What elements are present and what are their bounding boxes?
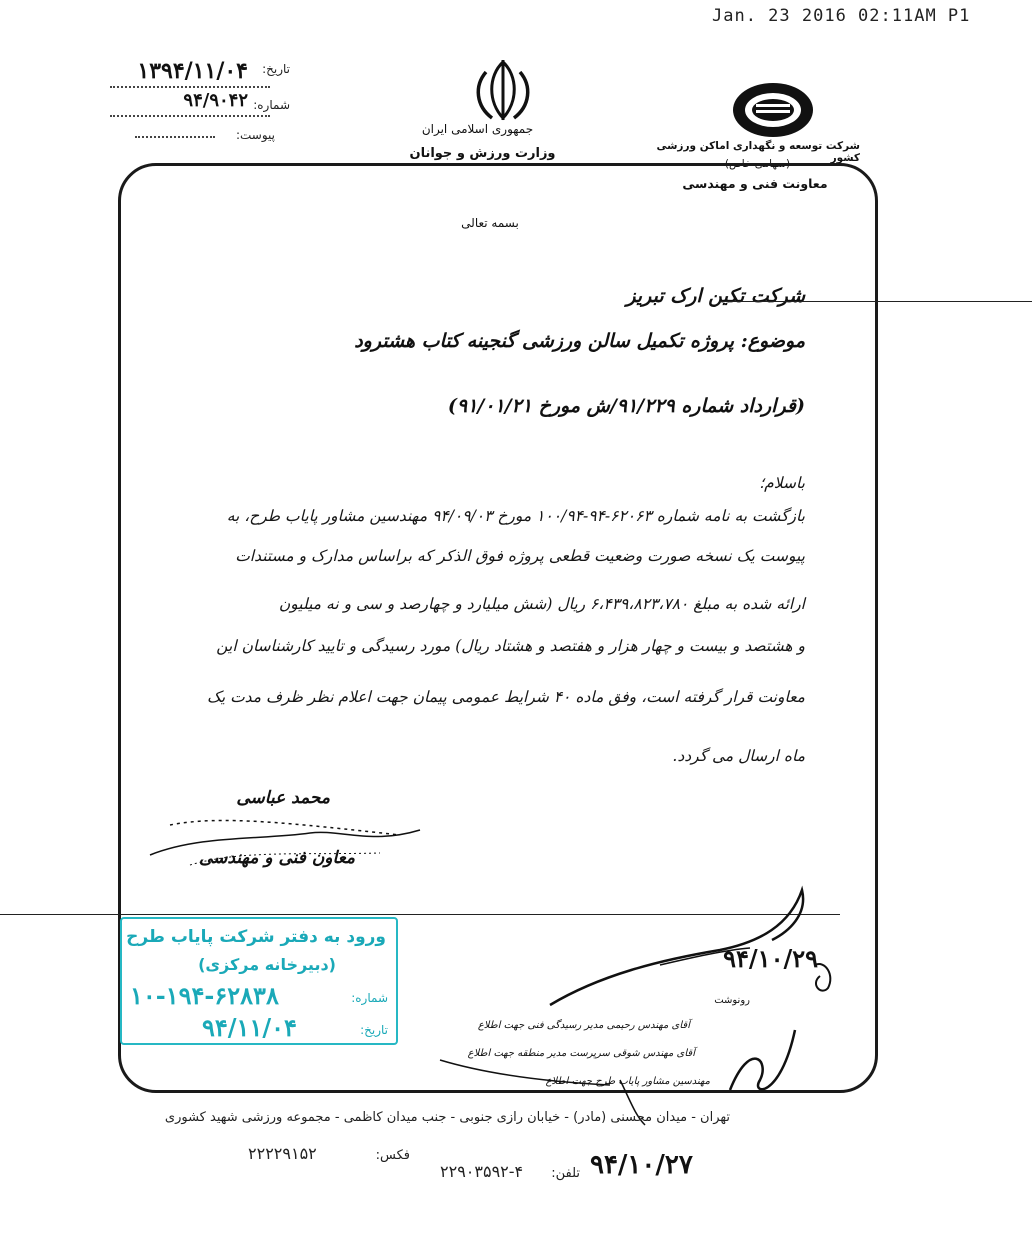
- fax-header: Jan. 23 2016 02:11AM P1: [712, 6, 971, 26]
- number-dotline: [110, 115, 270, 117]
- footer-fax-value: ۲۲۲۲۹۱۵۲: [248, 1144, 317, 1163]
- company-type: (سهامی خاص): [724, 158, 791, 170]
- recipient: شرکت تکین ارک تبریز: [626, 285, 805, 307]
- handwritten-date: ۹۴/۱۰/۲۹: [723, 944, 818, 973]
- iran-emblem-icon: [468, 58, 538, 124]
- body-line: ماه ارسال می گردد.: [672, 747, 805, 765]
- signatory-title: معاون فنی و مهندسی: [199, 848, 355, 868]
- bottom-handwritten-date: ۹۴/۱۰/۲۷: [590, 1150, 693, 1180]
- ministry-name: وزارت ورزش و جوانان: [409, 146, 556, 161]
- letter-date-value: ۱۳۹۴/۱۱/۰۴: [137, 58, 248, 84]
- department-name: معاونت فنی و مهندسی: [682, 176, 828, 191]
- stamp-number-label: شماره:: [351, 991, 388, 1005]
- subject: موضوع: پروژه تکمیل سالن ورزشی گنجینه کتاب هشترود: [354, 330, 805, 352]
- body-line: ارائه شده به مبلغ ۶،۴۳۹،۸۲۳،۷۸۰ ریال (شش میلیارد و چهارصد و سی و نه میلیون: [278, 595, 805, 613]
- footer-fax-label: فکس:: [375, 1148, 410, 1163]
- contract-reference: (قرارداد شماره ۹۱/۲۲۹/ش مورخ ۹۱/۰۱/۲۱): [447, 395, 805, 417]
- body-line: معاونت قرار گرفته است، وفق ماده ۴۰ شرایط عمومی پیمان جهت اعلام نظر ظرف مدت یک: [206, 688, 805, 706]
- stamp-date-value: ۹۴/۱۱/۰۴: [202, 1013, 297, 1042]
- footer-phone-label: تلفن:: [551, 1166, 580, 1181]
- company-logo-icon: [730, 80, 816, 140]
- company-name: شرکت توسعه و نگهداری اماکن ورزشی کشور: [656, 140, 860, 164]
- cc-label: رونوشت: [714, 995, 750, 1006]
- cc-line: مهندسین مشاور پایاب طرح جهت اطلاع: [545, 1076, 710, 1087]
- signatory-name: محمد عباسی: [236, 788, 330, 808]
- date-dotline: [110, 86, 270, 88]
- registry-stamp: [120, 917, 398, 1045]
- letter-attachment-label: پیوست:: [235, 128, 275, 142]
- cc-line: آقای مهندس رحیمی مدیر رسیدگی فنی جهت اطلاع: [477, 1020, 690, 1031]
- footer-address: تهران - میدان محسنی (مادر) - خیابان رازی جنوبی - جنب میدان کاظمی - مجموعه ورزشی شهید کشوری: [164, 1110, 730, 1125]
- fax-line: [720, 301, 1032, 302]
- stamp-date-label: تاریخ:: [360, 1023, 388, 1037]
- body-line: پیوست یک نسخه صورت وضعیت قطعی پروژه فوق الذکر که براساس مدارک و مستندات: [235, 547, 805, 565]
- footer-phone-value: ۲۲۹۰۳۵۹۲-۴: [440, 1162, 524, 1181]
- body-line: بازگشت به نامه شماره ۶۲۰۶۳-۹۴-۱۰۰/۹۴ مورخ ۹۴/۰۹/۰۳ مهندسین مشاور پایاب طرح، به: [226, 507, 805, 525]
- letter-date-label: تاریخ:: [262, 62, 290, 76]
- body-line: و هشتصد و بیست و چهار هزار و هفتصد و هشتاد ریال) مورد رسیدگی و تایید کارشناسان این: [216, 637, 805, 655]
- letter-number-value: ۹۴/۹۰۴۲: [183, 90, 248, 111]
- greeting: باسلام؛: [759, 474, 805, 492]
- letter-number-label: شماره:: [253, 98, 290, 112]
- stamp-subtitle: (دبیرخانه مرکزی): [198, 955, 336, 974]
- stamp-title: ورود به دفتر شرکت پایاب طرح: [126, 927, 386, 947]
- stamp-number-value: ۱۰-۱۹۴-۶۲۸۳۸: [130, 981, 279, 1010]
- republic-name: جمهوری اسلامی ایران: [421, 122, 534, 136]
- salutation-top: بسمه تعالی: [461, 216, 519, 230]
- cc-line: آقای مهندس شوقی سرپرست مدیر منطقه جهت اطلاع: [467, 1048, 695, 1059]
- attachment-dotline: [135, 136, 215, 138]
